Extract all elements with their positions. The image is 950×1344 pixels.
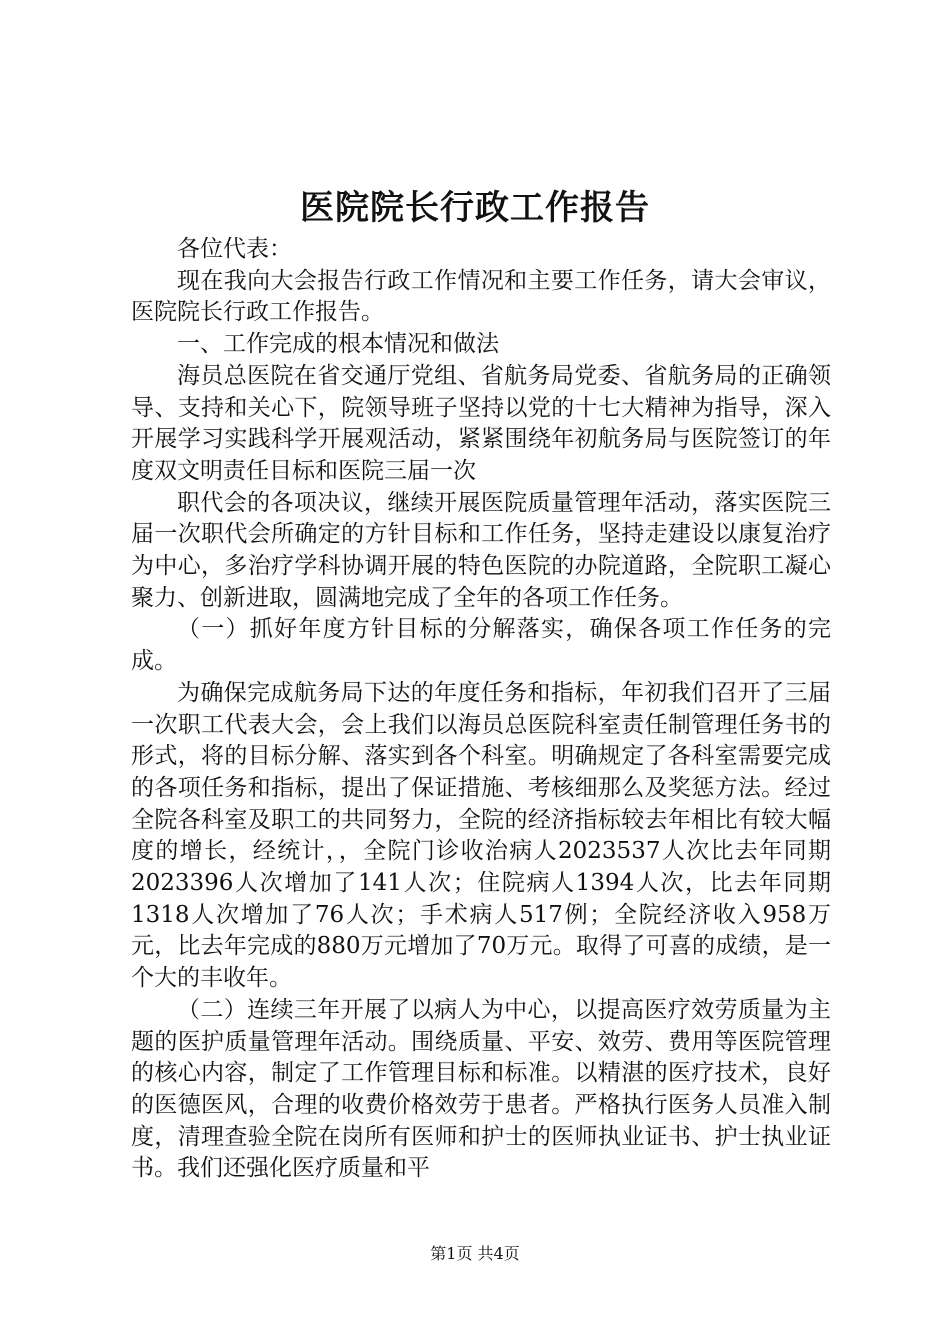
subsection-heading: （一）抓好年度方针目标的分解落实，确保各项工作任务的完成。 xyxy=(131,616,831,675)
paragraph: 职代会的各项决议，继续开展医院质量管理年活动，落实医院三届一次职代会所确定的方针目标和工作任务，坚持走建设以康复治疗为中心，多治疗学科协调开展的特色医院的办院道路，全院职工凝心聚力、创新进取，圆满地完成了全年的各项工作任务。 xyxy=(131,489,831,611)
document-body xyxy=(131,234,831,1185)
paragraph: 现在我向大会报告行政工作情况和主要工作任务，请大会审议，医院院长行政工作报告。 xyxy=(131,267,831,326)
page-number: 第1页 共4页 xyxy=(430,1244,520,1263)
salutation: 各位代表： xyxy=(177,236,292,262)
paragraph: 海员总医院在省交通厅党组、省航务局党委、省航务局的正确领导、支持和关心下，院领导班子坚持以党的十七大精神为指导，深入开展学习实践科学开展观活动，紧紧围绕年初航务局与医院签订的年度双文明责任目标和医院三届一次 xyxy=(131,362,831,484)
paragraph: （二）连续三年开展了以病人为中心，以提高医疗效劳质量为主题的医护质量管理年活动。围绕质量、平安、效劳、费用等医院管理的核心内容，制定了工作管理目标和标准。以精湛的医疗技术，良好的医德医风，合理的收费价格效劳于患者。严格执行医务人员准入制度，清理查验全院在岗所有医师和护士的医师执业证书、护士执业证书。我们还强化医疗质量和平 xyxy=(131,996,831,1182)
paragraph: 为确保完成航务局下达的年度任务和指标，年初我们召开了三届一次职工代表大会，会上我们以海员总医院科室责任制管理任务书的形式，将的目标分解、落实到各个科室。明确规定了各科室需要完成的各项任务和指标，提出了保证措施、考核细那么及奖惩方法。经过全院各科室及职工的共同努力，全院的经济指标较去年相比有较大幅度的增长，经统计，，全院门诊收治病人2023537人次比去年同期2023396人次增加了141人次；住院病人1394人次，比去年同期1318人次增加了76人次；手术病人517例；全院经济收入958万元，比去年完成的880万元增加了70万元。取得了可喜的成绩，是一个大的丰收年。 xyxy=(131,679,831,992)
section-heading: 一、工作完成的根本情况和做法 xyxy=(177,331,499,358)
document-title: 医院院长行政工作报告 xyxy=(300,188,650,228)
